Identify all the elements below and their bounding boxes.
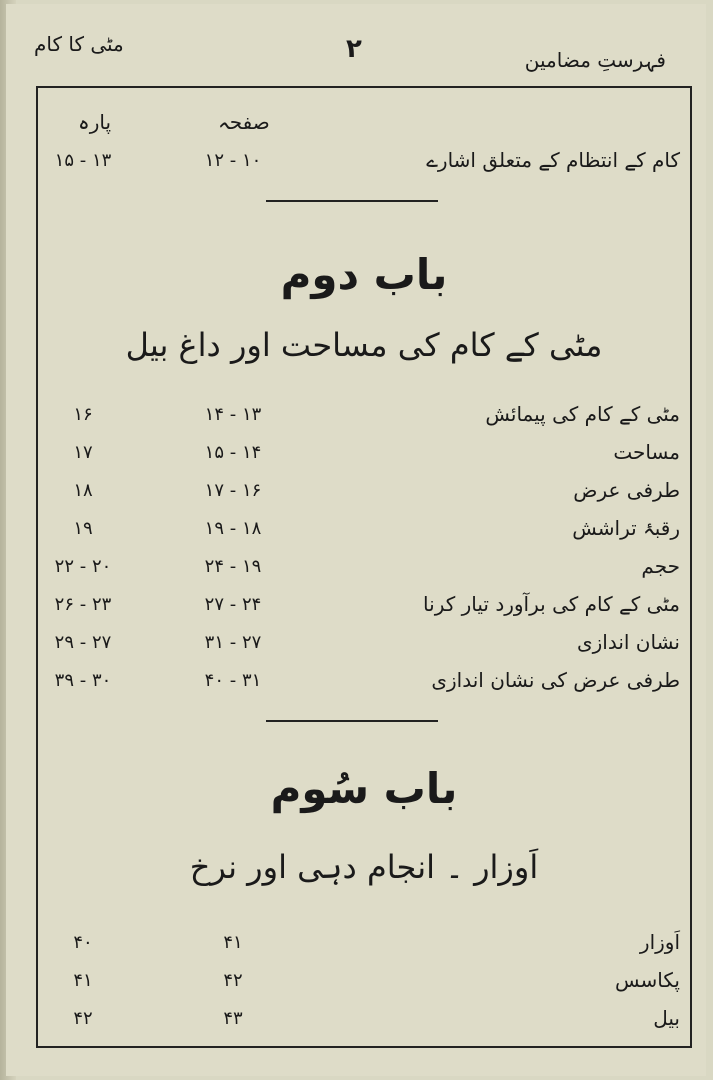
contents-row	[38, 148, 690, 180]
row-para: ۲۷ - ۲۹	[54, 632, 112, 653]
row-label: رقبۂ تراشش	[572, 516, 680, 540]
row-page: ۱۸ - ۱۹	[204, 518, 262, 539]
contents-row	[38, 402, 690, 434]
row-para: ۱۶	[73, 404, 93, 425]
row-page: ۴۱	[223, 932, 243, 953]
contents-row	[38, 516, 690, 548]
row-label: مساحت	[613, 440, 680, 464]
row-page: ۲۴ - ۲۷	[204, 594, 262, 615]
page-number: ۲	[346, 34, 362, 64]
para-column-header: پارہ	[78, 110, 112, 134]
contents-row	[38, 592, 690, 624]
row-label: نشان اندازی	[576, 630, 680, 654]
row-page: ۳۱ - ۴۰	[204, 670, 262, 691]
contents-row	[38, 440, 690, 472]
row-label: کام کے انتظام کے متعلق اشارے	[426, 148, 680, 172]
chapter-2-title: باب دوم	[280, 250, 448, 299]
row-para: ۱۷	[73, 442, 93, 463]
row-label: طرفی عرض	[573, 478, 680, 502]
contents-row	[38, 968, 690, 1000]
row-label: مٹی کے کام کی برآورد تیار کرنا	[423, 592, 680, 616]
contents-row	[38, 1006, 690, 1038]
chapter-2-subtitle: مٹی کے کام کی مساحت اور داغ بیل	[125, 326, 603, 364]
row-label: حجم	[641, 554, 680, 578]
contents-frame	[36, 86, 692, 1048]
row-page: ۴۳	[223, 1008, 243, 1029]
row-page: ۱۳ - ۱۴	[204, 404, 262, 425]
row-para: ۳۰ - ۳۹	[54, 670, 112, 691]
row-label: طرفی عرض کی نشان اندازی	[431, 668, 680, 692]
row-para: ۴۲	[73, 1008, 93, 1029]
row-para: ۲۳ - ۲۶	[54, 594, 112, 615]
document-page	[6, 4, 706, 1076]
contents-row	[38, 930, 690, 962]
row-para: ۱۹	[73, 518, 93, 539]
row-page: ۱۶ - ۱۷	[204, 480, 262, 501]
row-label: مٹی کے کام کی پیمائش	[485, 402, 680, 426]
contents-row	[38, 630, 690, 662]
row-para: ۴۱	[73, 970, 93, 991]
row-para: ۱۸	[73, 480, 93, 501]
row-para: ۴۰	[73, 932, 93, 953]
row-page: ۲۷ - ۳۱	[204, 632, 262, 653]
divider	[266, 200, 438, 202]
row-page: ۴۲	[223, 970, 243, 991]
chapter-3-subtitle: اَوزار ۔ انجام دہی اور نرخ	[189, 848, 539, 886]
divider	[266, 720, 438, 722]
contents-row	[38, 478, 690, 510]
row-label: بیل	[653, 1006, 680, 1030]
contents-row	[38, 554, 690, 586]
row-page: ۱۹ - ۲۴	[204, 556, 262, 577]
row-page: ۱۰ - ۱۲	[204, 150, 262, 171]
running-title: مٹی کا کام	[34, 32, 124, 56]
row-label: پکاسس	[615, 968, 680, 992]
row-label: اَوزار	[639, 930, 680, 954]
section-title: فہرستِ مضامین	[524, 48, 666, 72]
row-para: ۱۳ - ۱۵	[54, 150, 112, 171]
contents-row	[38, 668, 690, 700]
chapter-3-title: باب سُوم	[270, 764, 458, 813]
row-para: ۲۰ - ۲۲	[54, 556, 112, 577]
page-column-header: صفحہ	[218, 110, 270, 134]
row-page: ۱۴ - ۱۵	[204, 442, 262, 463]
